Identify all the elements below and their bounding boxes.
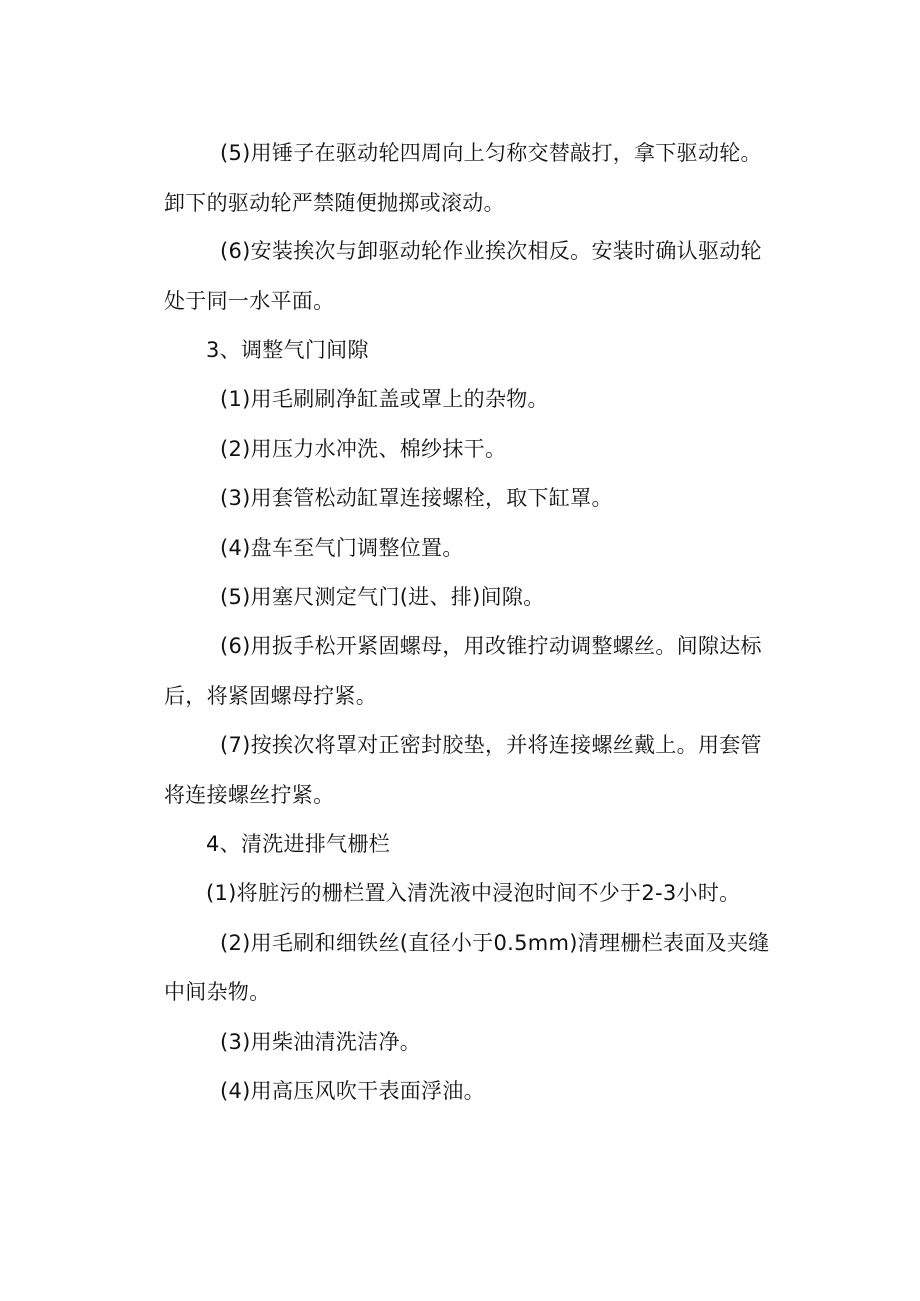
paragraph-line: (7)按挨次将罩对正密封胶垫，并将连接螺丝戴上。用套管 [220,733,762,757]
paragraph-line: (4)盘车至气门调整位置。 [220,536,464,560]
section-heading: 3、调整气门间隙 [206,338,369,362]
paragraph-line: 后，将紧固螺母拧紧。 [164,684,377,708]
paragraph-line: (5)用锤子在驱动轮四周向上匀称交替敲打，拿下驱动轮。 [220,141,762,165]
paragraph-line: 中间杂物。 [164,980,271,1004]
paragraph-line: (6)安装挨次与卸驱动轮作业挨次相反。安装时确认驱动轮 [220,239,762,263]
paragraph-line: (2)用毛刷和细铁丝(直径小于0.5mm)清理栅栏表面及夹缝 [220,931,770,955]
paragraph-line: (3)用柴油清洗洁净。 [220,1030,422,1054]
paragraph-line: (1)将脏污的栅栏置入清洗液中浸泡时间不少于2-3小时。 [206,881,741,905]
paragraph-line: (1)用毛刷刷净缸盖或罩上的杂物。 [220,387,549,411]
section-heading: 4、清洗进排气栅栏 [206,832,391,856]
paragraph-line: (3)用套管松动缸罩连接螺栓，取下缸罩。 [220,486,613,510]
paragraph-line: (6)用扳手松开紧固螺母，用改锥拧动调整螺丝。间隙达标 [220,634,762,658]
paragraph-line: (4)用高压风吹干表面浮油。 [220,1079,485,1103]
paragraph-line: (2)用压力水冲洗、棉纱抹干。 [220,437,507,461]
paragraph-line: (5)用塞尺测定气门(进、排)间隙。 [220,585,545,609]
paragraph-line: 卸下的驱动轮严禁随便抛掷或滚动。 [164,191,505,215]
paragraph-line: 处于同一水平面。 [164,289,335,313]
paragraph-line: 将连接螺丝拧紧。 [164,783,335,807]
